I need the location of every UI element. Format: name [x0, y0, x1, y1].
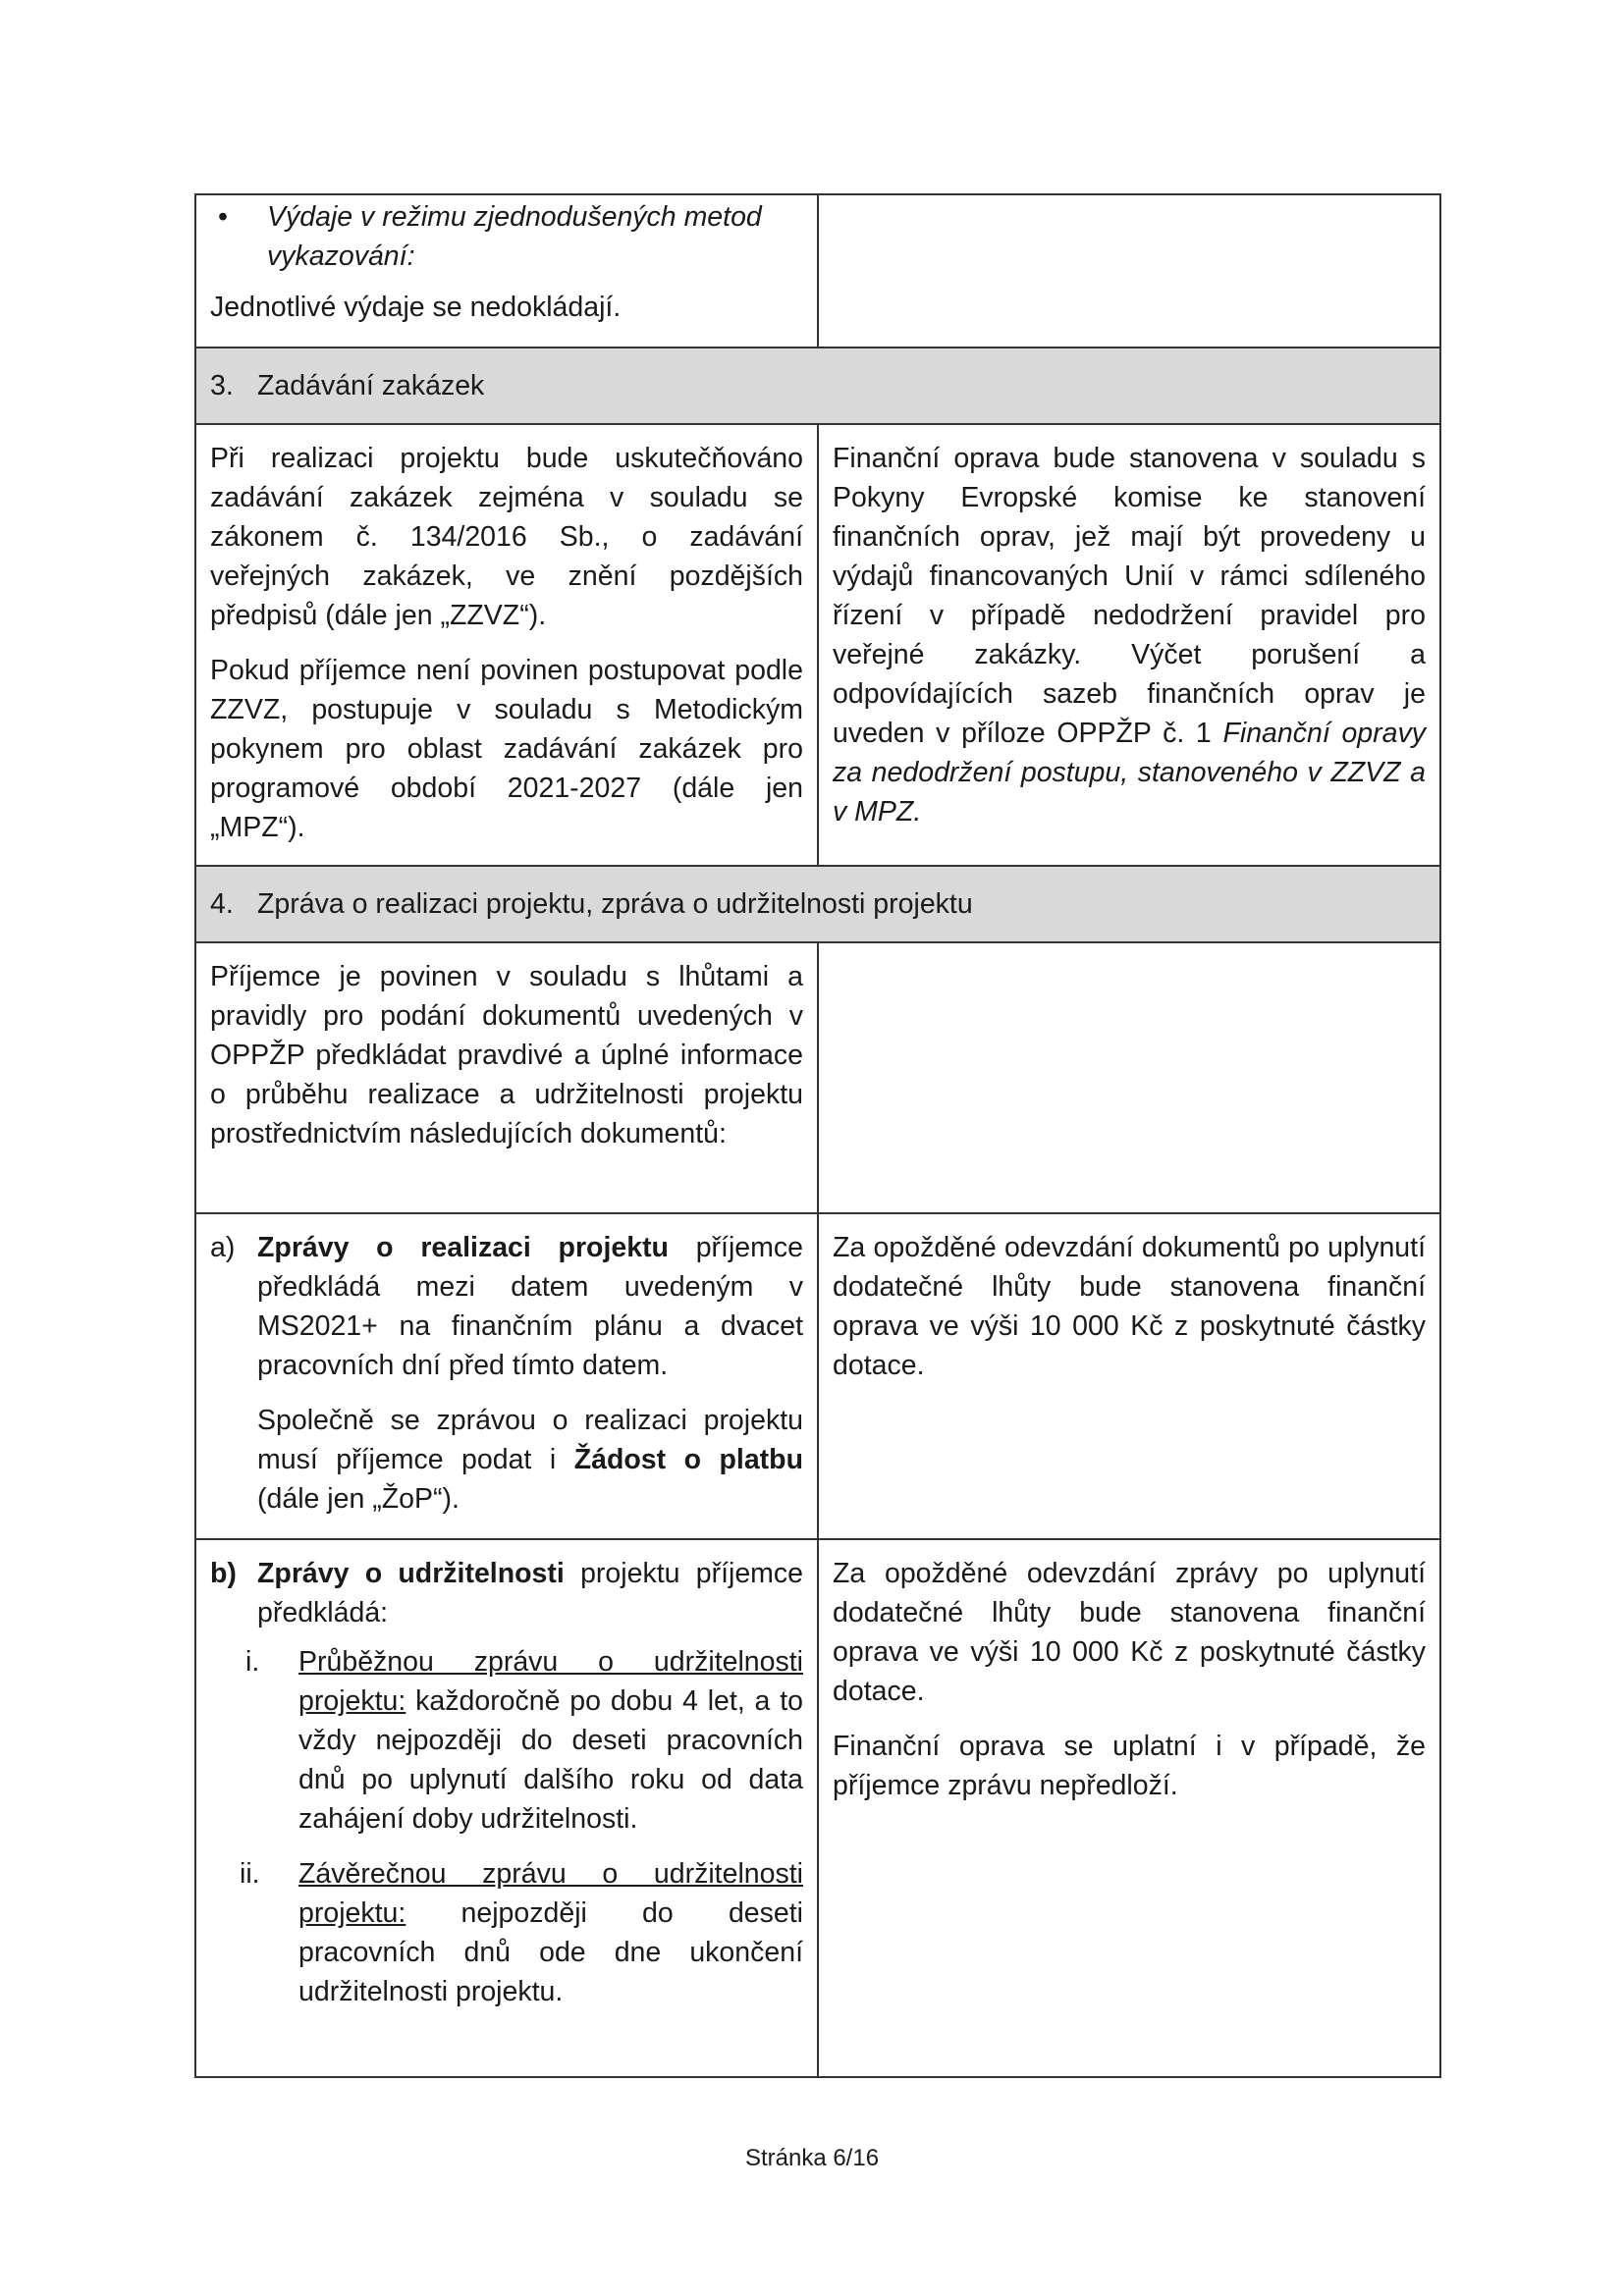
cell-simplified-costs [195, 194, 818, 347]
section-title: Zpráva o realizaci projektu, zpráva o udržitelnosti projektu [257, 888, 973, 920]
table-row [195, 1213, 1440, 1539]
procurement-correction-text: Finanční oprava bude stanovena v souladu s Pokyny Evropské komise ke stanovení finančních oprav, jež mají být provedeny u výdajů financovaných Unií v rámci sdíleného řízení v případě nedodržení pravidel pro veřejné zakázky. Výčet porušení a odpovídajících sazeb finančních oprav je uveden v příloze OPPŽP č. 1 Finanční opravy za nedodržení postupu, stanoveného v ZZVZ a v MPZ. [833, 443, 1426, 828]
sustainability-correction-text: Za opožděné odevzdání zprávy po uplynutí dodatečné lhůty bude stanovena finanční oprava ve výši 10 000 Kč z poskytnuté částky dotace. [833, 1558, 1426, 1707]
cell-empty [818, 942, 1440, 1213]
sub-marker: ii. [240, 1858, 260, 1890]
section-number: 4. [210, 888, 234, 920]
sub-marker: i. [245, 1646, 260, 1678]
implementation-report-text: Zprávy o realizaci projektu příjemce předkládá mezi datem uvedeným v MS2021+ na finančním plánu a dvacet pracovních dní před tímto datem. [257, 1232, 803, 1381]
table-row [195, 194, 1440, 347]
list-marker: a) [210, 1232, 236, 1263]
bullet-item [210, 197, 803, 276]
table-row [195, 942, 1440, 1213]
page-number: Stránka 6/16 [744, 2145, 880, 2171]
list-item-b [210, 1554, 803, 1632]
cell-sustainability-correction [818, 1539, 1440, 2077]
procurement-paragraph-1: Při realizaci projektu bude uskutečňováno zadávání zakázek zejména v souladu se zákonem č. 134/2016 Sb., o zadávání veřejných zakázek, ve znění pozdějších předpisů (dále jen „ZZVZ“). [210, 443, 803, 631]
annex-title: Finanční opravy za nedodržení postupu, stanoveného v ZZVZ a v MPZ. [833, 718, 1426, 828]
bullet-text: Výdaje v režimu zjednodušených metod vykazování: [267, 201, 762, 272]
cell-implementation-correction [818, 1213, 1440, 1539]
sustainability-correction-note: Finanční oprava se uplatní i v případě, že příjemce zprávu nepředloží. [833, 1731, 1426, 1801]
list-marker: b) [210, 1558, 237, 1589]
section-number: 3. [210, 370, 234, 401]
cell-sustainability-report [195, 1539, 818, 2077]
sub-item-i [210, 1642, 803, 1839]
cell-procurement-rules [195, 424, 818, 866]
cell-empty [818, 194, 1440, 347]
cell-procurement-correction [818, 424, 1440, 866]
section-title-cell [195, 347, 1440, 424]
cell-implementation-report [195, 1213, 818, 1539]
final-report-text: Závěrečnou zprávu o udržitelnosti projektu: nejpozději do deseti pracovních dnů ode dne ukončení udržitelnosti projektu. [298, 1858, 804, 2007]
section-header-3 [195, 347, 1440, 424]
cell-reporting-intro [195, 942, 818, 1213]
reporting-intro-text: Příjemce je povinen v souladu s lhůtami a pravidly pro podání dokumentů uvedených v OPPŽP předkládat pravdivé a úplné informace o průběhu realizace a udržitelnosti projektu prostřednictvím následujících dokumentů: [210, 961, 803, 1149]
sustainability-report-text: Zprávy o udržitelnosti projektu příjemce předkládá: [257, 1558, 804, 1629]
implementation-correction-text: Za opožděné odevzdání dokumentů po uplynutí dodatečné lhůty bude stanovena finanční oprava ve výši 10 000 Kč z poskytnuté částky dotace. [833, 1232, 1426, 1381]
procurement-paragraph-2: Pokud příjemce není povinen postupovat podle ZZVZ, postupuje v souladu s Metodickým pokynem pro oblast zadávání zakázek pro programové období 2021-2027 (dále jen „MPZ“). [210, 655, 803, 843]
section-title-cell [195, 866, 1440, 942]
table-row [195, 424, 1440, 866]
sub-item-ii [210, 1854, 803, 2011]
section-header-4 [195, 866, 1440, 942]
bullet-icon: • [218, 201, 228, 233]
section-title: Zadávání zakázek [257, 370, 485, 401]
payment-request-text: Společně se zprávou o realizaci projektu musí příjemce podat i Žádost o platbu (dále jen „ŽoP“). [257, 1405, 803, 1515]
conditions-table [194, 193, 1441, 2078]
interim-report-text: Průběžnou zprávu o udržitelnosti projektu: každoročně po dobu 4 let, a to vždy nejpozději do deseti pracovních dnů po uplynutí dalšího roku od data zahájení doby udržitelnosti. [298, 1646, 803, 1835]
table-row [195, 1539, 1440, 2077]
list-item-a [210, 1228, 803, 1519]
simplified-note: Jednotlivé výdaje se nedokládají. [210, 292, 622, 323]
